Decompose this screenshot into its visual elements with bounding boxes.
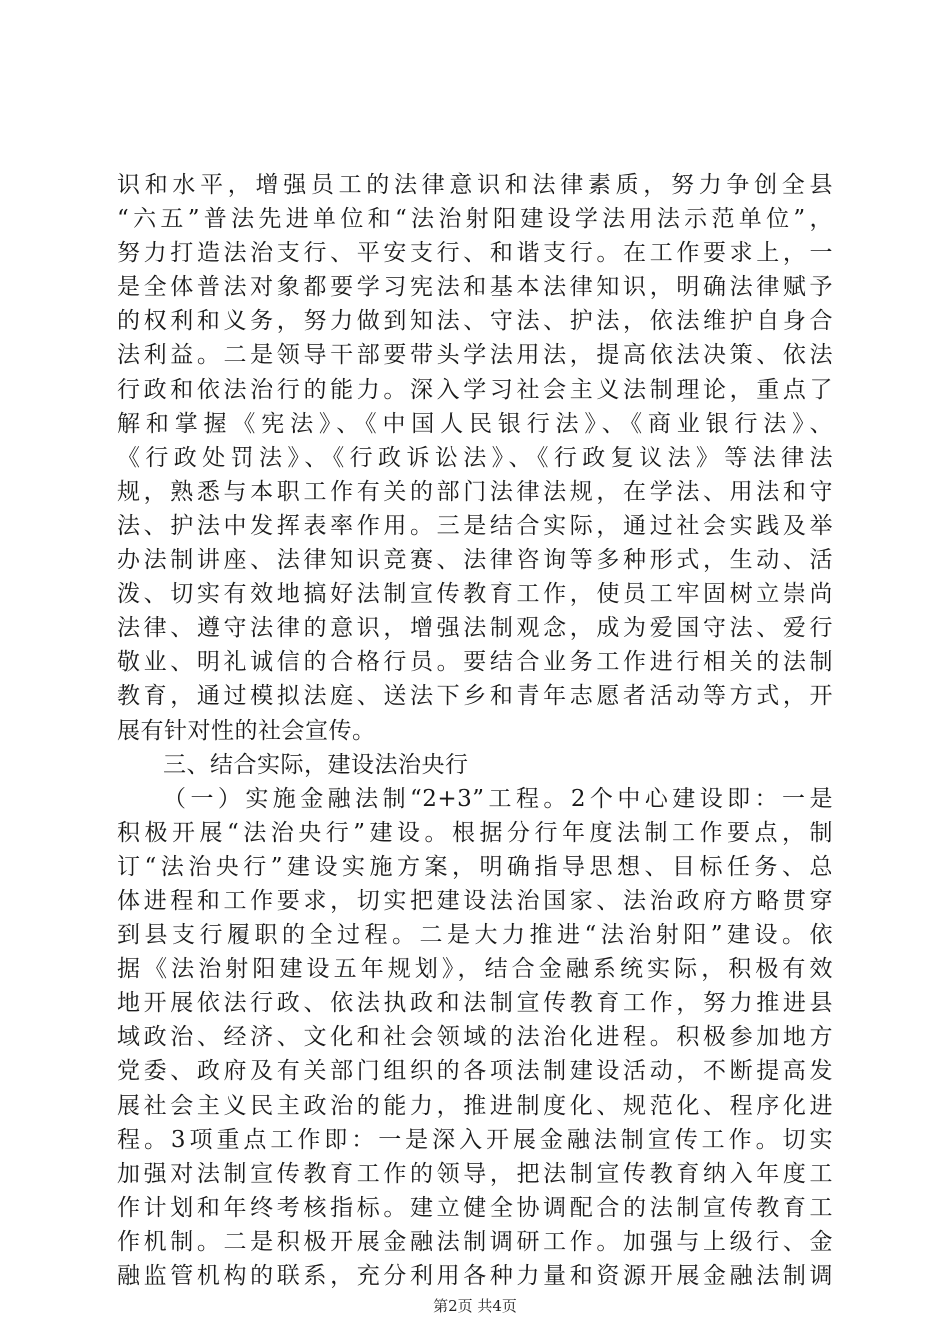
text-line: 努力打造法治支行、平安支行、和谐支行。在工作要求上，一 xyxy=(117,240,833,267)
text-line: 是全体普法对象都要学习宪法和基本法律知识，明确法律赋予 xyxy=(117,274,833,301)
text-line: 域政治、经济、文化和社会领域的法治化进程。积极参加地方 xyxy=(117,1024,833,1051)
text-line: 展社会主义民主政治的能力，推进制度化、规范化、程序化进 xyxy=(117,1092,833,1119)
page-number-label: 第2页 共4页 xyxy=(433,1297,517,1315)
text-line: 规，熟悉与本职工作有关的部门法律法规，在学法、用法和守 xyxy=(117,478,833,505)
text-line: 加强对法制宣传教育工作的领导，把法制宣传教育纳入年度工 xyxy=(117,1160,833,1187)
text-line: 解和掌握《宪法》、《中国人民银行法》、《商业银行法》、 xyxy=(117,410,833,437)
text-line: 展有针对性的社会宣传。 xyxy=(117,717,376,744)
page-footer xyxy=(0,1295,950,1316)
text-line: 地开展依法行政、依法执政和法制宣传教育工作，努力推进县 xyxy=(117,990,833,1017)
text-line: 教育，通过模拟法庭、送法下乡和青年志愿者活动等方式，开 xyxy=(117,683,833,710)
text-line: 行政和依法治行的能力。深入学习社会主义法制理论，重点了 xyxy=(117,376,833,403)
text-line: 法律、遵守法律的意识，增强法制观念，成为爱国守法、爱行 xyxy=(117,615,833,642)
text-line: 党委、政府及有关部门组织的各项法制建设活动，不断提高发 xyxy=(117,1058,833,1085)
text-line: 作机制。二是积极开展金融法制调研工作。加强与上级行、金 xyxy=(117,1228,833,1255)
text-line: 程。3项重点工作即：一是深入开展金融法制宣传工作。切实 xyxy=(117,1126,833,1153)
text-line: （一）实施金融法制“2+3”工程。2个中心建设即：一是 xyxy=(163,785,833,812)
text-line: 体进程和工作要求，切实把建设法治国家、法治政府方略贯穿 xyxy=(117,887,833,914)
text-line: 识和水平，增强员工的法律意识和法律素质，努力争创全县 xyxy=(117,172,833,198)
text-line: 作计划和年终考核指标。建立健全协调配合的法制宣传教育工 xyxy=(117,1194,833,1221)
body-text xyxy=(117,168,833,1293)
text-line: 到县支行履职的全过程。二是大力推进“法治射阳”建设。依 xyxy=(117,922,833,949)
text-line: 订“法治央行”建设实施方案，明确指导思想、目标任务、总 xyxy=(117,853,833,880)
text-line: 的权利和义务，努力做到知法、守法、护法，依法维护自身合 xyxy=(117,308,833,335)
text-line: “六五”普法先进单位和“法治射阳建设学法用法示范单位”， xyxy=(117,206,833,233)
text-line: 泼、切实有效地搞好法制宣传教育工作，使员工牢固树立崇尚 xyxy=(117,581,833,608)
text-line: 法、护法中发挥表率作用。三是结合实际，通过社会实践及举 xyxy=(117,512,833,539)
text-line: 积极开展“法治央行”建设。根据分行年度法制工作要点，制 xyxy=(117,819,833,846)
text-line: 融监管机构的联系，充分利用各种力量和资源开展金融法制调 xyxy=(117,1263,833,1289)
text-line: 办法制讲座、法律知识竞赛、法律咨询等多种形式，生动、活 xyxy=(117,547,833,574)
text-line: 《行政处罚法》、《行政诉讼法》、《行政复议法》等法律法 xyxy=(117,444,833,471)
section-heading: 三、结合实际，建设法治央行 xyxy=(163,751,469,778)
text-line: 敬业、明礼诚信的合格行员。要结合业务工作进行相关的法制 xyxy=(117,649,833,676)
text-line: 据《法治射阳建设五年规划》，结合金融系统实际，积极有效 xyxy=(117,956,833,983)
text-line: 法利益。二是领导干部要带头学法用法，提高依法决策、依法 xyxy=(117,342,833,369)
